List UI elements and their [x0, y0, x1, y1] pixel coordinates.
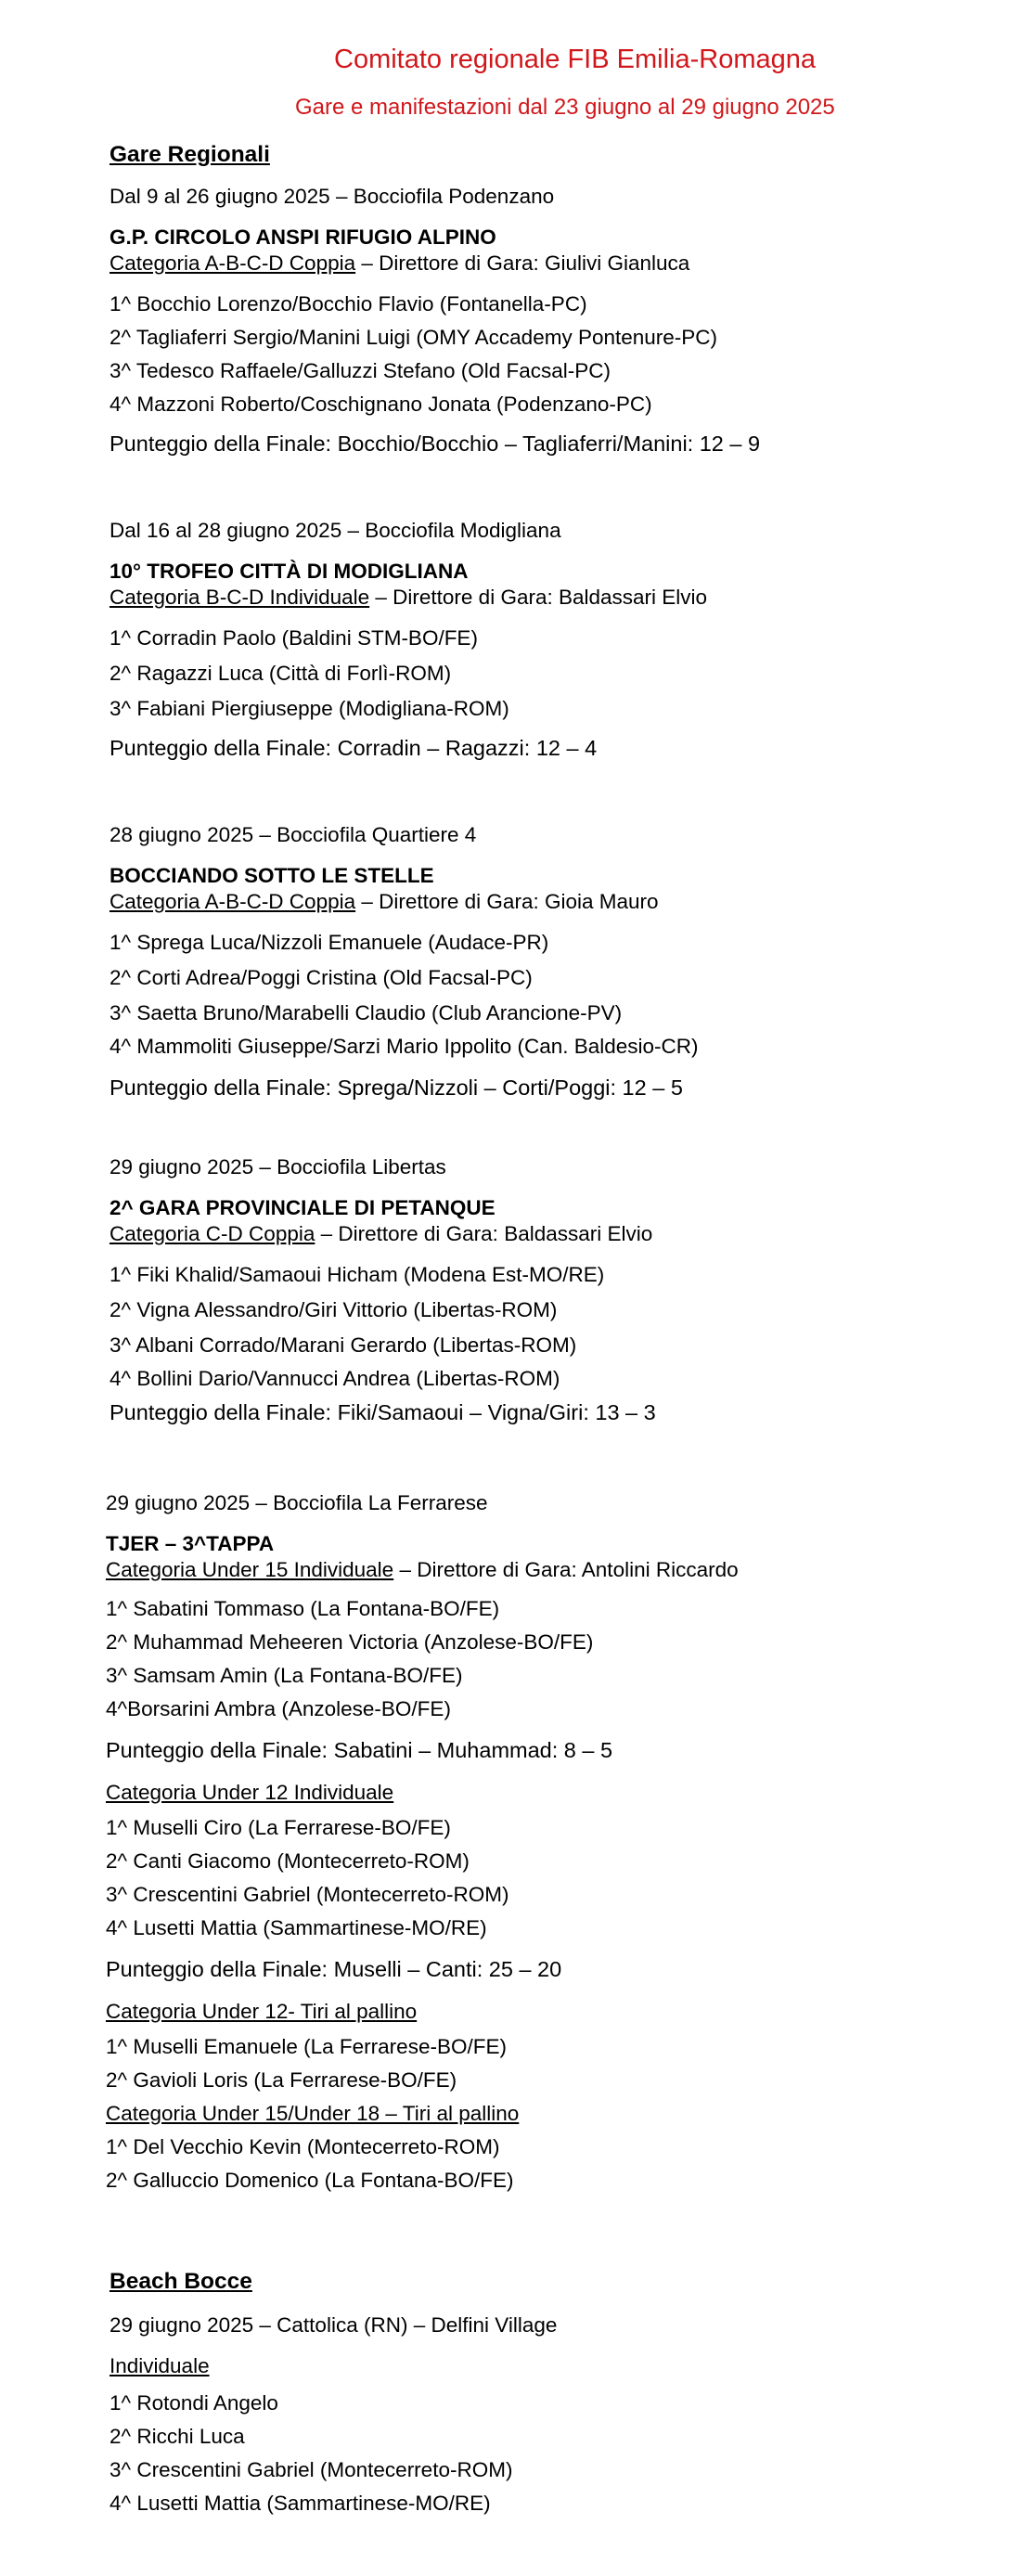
result-row: 4^ Mazzoni Roberto/Coschignano Jonata (Podenzano-PC) — [109, 393, 652, 416]
result-row: 1^ Sprega Luca/Nizzoli Emanuele (Audace-PR) — [109, 931, 549, 954]
result-row: 1^ Fiki Khalid/Samaoui Hicham (Modena Est-MO/RE) — [109, 1263, 605, 1286]
event-date: 29 giugno 2025 – Bocciofila La Ferrarese — [106, 1491, 488, 1514]
event-name: TJER – 3^TAPPA — [106, 1532, 275, 1555]
event-category-line — [109, 251, 689, 277]
result-row: 2^ Gavioli Loris (La Ferrarese-BO/FE) — [106, 2068, 457, 2092]
result-row: 4^Borsarini Ambra (Anzolese-BO/FE) — [106, 1697, 451, 1720]
result-row: 3^ Tedesco Raffaele/Galluzzi Stefano (Old Facsal-PC) — [109, 359, 611, 382]
event-date: Dal 16 al 28 giugno 2025 – Bocciofila Modigliana — [109, 519, 561, 542]
final-score: Punteggio della Finale: Sprega/Nizzoli – Corti/Poggi: 12 – 5 — [109, 1075, 683, 1100]
result-row: 1^ Muselli Ciro (La Ferrarese-BO/FE) — [106, 1816, 451, 1839]
result-row: 2^ Muhammad Meheeren Victoria (Anzolese-BO/FE) — [106, 1630, 594, 1654]
event-name: BOCCIANDO SOTTO LE STELLE — [109, 864, 434, 887]
final-score: Punteggio della Finale: Corradin – Ragazzi: 12 – 4 — [109, 736, 598, 760]
event-category: Categoria C-D Coppia — [109, 1222, 315, 1245]
event-name: G.P. CIRCOLO ANSPI RIFUGIO ALPINO — [109, 225, 496, 249]
final-score: Punteggio della Finale: Fiki/Samaoui – Vigna/Giri: 13 – 3 — [109, 1400, 656, 1424]
page-title: Comitato regionale FIB Emilia-Romagna — [334, 45, 816, 74]
event-category: Categoria Under 15 Individuale — [106, 1558, 394, 1581]
event-category-line — [109, 1221, 652, 1247]
result-row: 2^ Ricchi Luca — [109, 2425, 245, 2448]
event-category: Categoria A-B-C-D Coppia — [109, 890, 356, 913]
result-row: 1^ Sabatini Tommaso (La Fontana-BO/FE) — [106, 1597, 500, 1620]
result-row: 4^ Lusetti Mattia (Sammartinese-MO/RE) — [106, 1916, 487, 1939]
event-director: – Direttore di Gara: Giulivi Gianluca — [355, 251, 690, 275]
result-row: 3^ Fabiani Piergiuseppe (Modigliana-ROM) — [109, 697, 509, 720]
event-category: Categoria Under 12- Tiri al pallino — [106, 2000, 418, 2023]
result-row: 2^ Tagliaferri Sergio/Manini Luigi (OMY Accademy Pontenure-PC) — [109, 326, 718, 349]
event-date: Dal 9 al 26 giugno 2025 – Bocciofila Podenzano — [109, 185, 555, 208]
final-score: Punteggio della Finale: Muselli – Canti: 25 – 20 — [106, 1957, 562, 1981]
event-date: 28 giugno 2025 – Bocciofila Quartiere 4 — [109, 823, 477, 846]
result-row: 3^ Saetta Bruno/Marabelli Claudio (Club Arancione-PV) — [109, 1001, 623, 1024]
event-category: Categoria Under 12 Individuale — [106, 1781, 394, 1804]
result-row: 3^ Samsam Amin (La Fontana-BO/FE) — [106, 1664, 463, 1687]
event-director: – Direttore di Gara: Baldassari Elvio — [315, 1222, 653, 1245]
event-category: Categoria B-C-D Individuale — [109, 586, 370, 609]
event-director: – Direttore di Gara: Antolini Riccardo — [393, 1558, 739, 1581]
result-row: 2^ Galluccio Domenico (La Fontana-BO/FE) — [106, 2169, 514, 2192]
result-row: 1^ Corradin Paolo (Baldini STM-BO/FE) — [109, 626, 478, 650]
result-row: 2^ Ragazzi Luca (Città di Forlì-ROM) — [109, 662, 452, 685]
result-row: 3^ Albani Corrado/Marani Gerardo (Libertas-ROM) — [109, 1333, 577, 1357]
result-row: 2^ Vigna Alessandro/Giri Vittorio (Libertas-ROM) — [109, 1298, 558, 1321]
result-row: 4^ Mammoliti Giuseppe/Sarzi Mario Ippolito (Can. Baldesio-CR) — [109, 1035, 699, 1058]
event-category: Individuale — [109, 2354, 210, 2377]
result-row: 3^ Crescentini Gabriel (Montecerreto-ROM) — [106, 1883, 509, 1906]
result-row: 1^ Rotondi Angelo — [109, 2391, 278, 2415]
section-heading-beach: Beach Bocce — [109, 2269, 252, 2294]
event-category: Categoria Under 15/Under 18 – Tiri al pallino — [106, 2102, 520, 2125]
result-row: 1^ Muselli Emanuele (La Ferrarese-BO/FE) — [106, 2035, 507, 2058]
section-heading-regionali: Gare Regionali — [109, 142, 270, 167]
event-category-line — [109, 889, 659, 915]
event-director: – Direttore di Gara: Baldassari Elvio — [369, 586, 708, 609]
event-name: 10° TROFEO CITTÀ DI MODIGLIANA — [109, 560, 469, 583]
event-category-line — [106, 1557, 739, 1583]
event-name: 2^ GARA PROVINCIALE DI PETANQUE — [109, 1196, 496, 1219]
result-row: 2^ Canti Giacomo (Montecerreto-ROM) — [106, 1849, 470, 1873]
result-row: 3^ Crescentini Gabriel (Montecerreto-ROM) — [109, 2458, 513, 2481]
event-date: 29 giugno 2025 – Bocciofila Libertas — [109, 1155, 446, 1179]
event-category: Categoria A-B-C-D Coppia — [109, 251, 356, 275]
result-row: 4^ Bollini Dario/Vannucci Andrea (Libertas-ROM) — [109, 1367, 560, 1390]
result-row: 1^ Del Vecchio Kevin (Montecerreto-ROM) — [106, 2135, 500, 2158]
result-row: 4^ Lusetti Mattia (Sammartinese-MO/RE) — [109, 2492, 491, 2515]
result-row: 2^ Corti Adrea/Poggi Cristina (Old Facsal-PC) — [109, 966, 533, 989]
event-category-line — [109, 585, 707, 611]
event-director: – Direttore di Gara: Gioia Mauro — [355, 890, 659, 913]
final-score: Punteggio della Finale: Sabatini – Muhammad: 8 – 5 — [106, 1738, 613, 1762]
result-row: 1^ Bocchio Lorenzo/Bocchio Flavio (Fontanella-PC) — [109, 292, 587, 316]
page-subtitle: Gare e manifestazioni dal 23 giugno al 29 giugno 2025 — [295, 95, 835, 120]
final-score: Punteggio della Finale: Bocchio/Bocchio – Tagliaferri/Manini: 12 – 9 — [109, 431, 761, 456]
event-date: 29 giugno 2025 – Cattolica (RN) – Delfini Village — [109, 2313, 558, 2337]
